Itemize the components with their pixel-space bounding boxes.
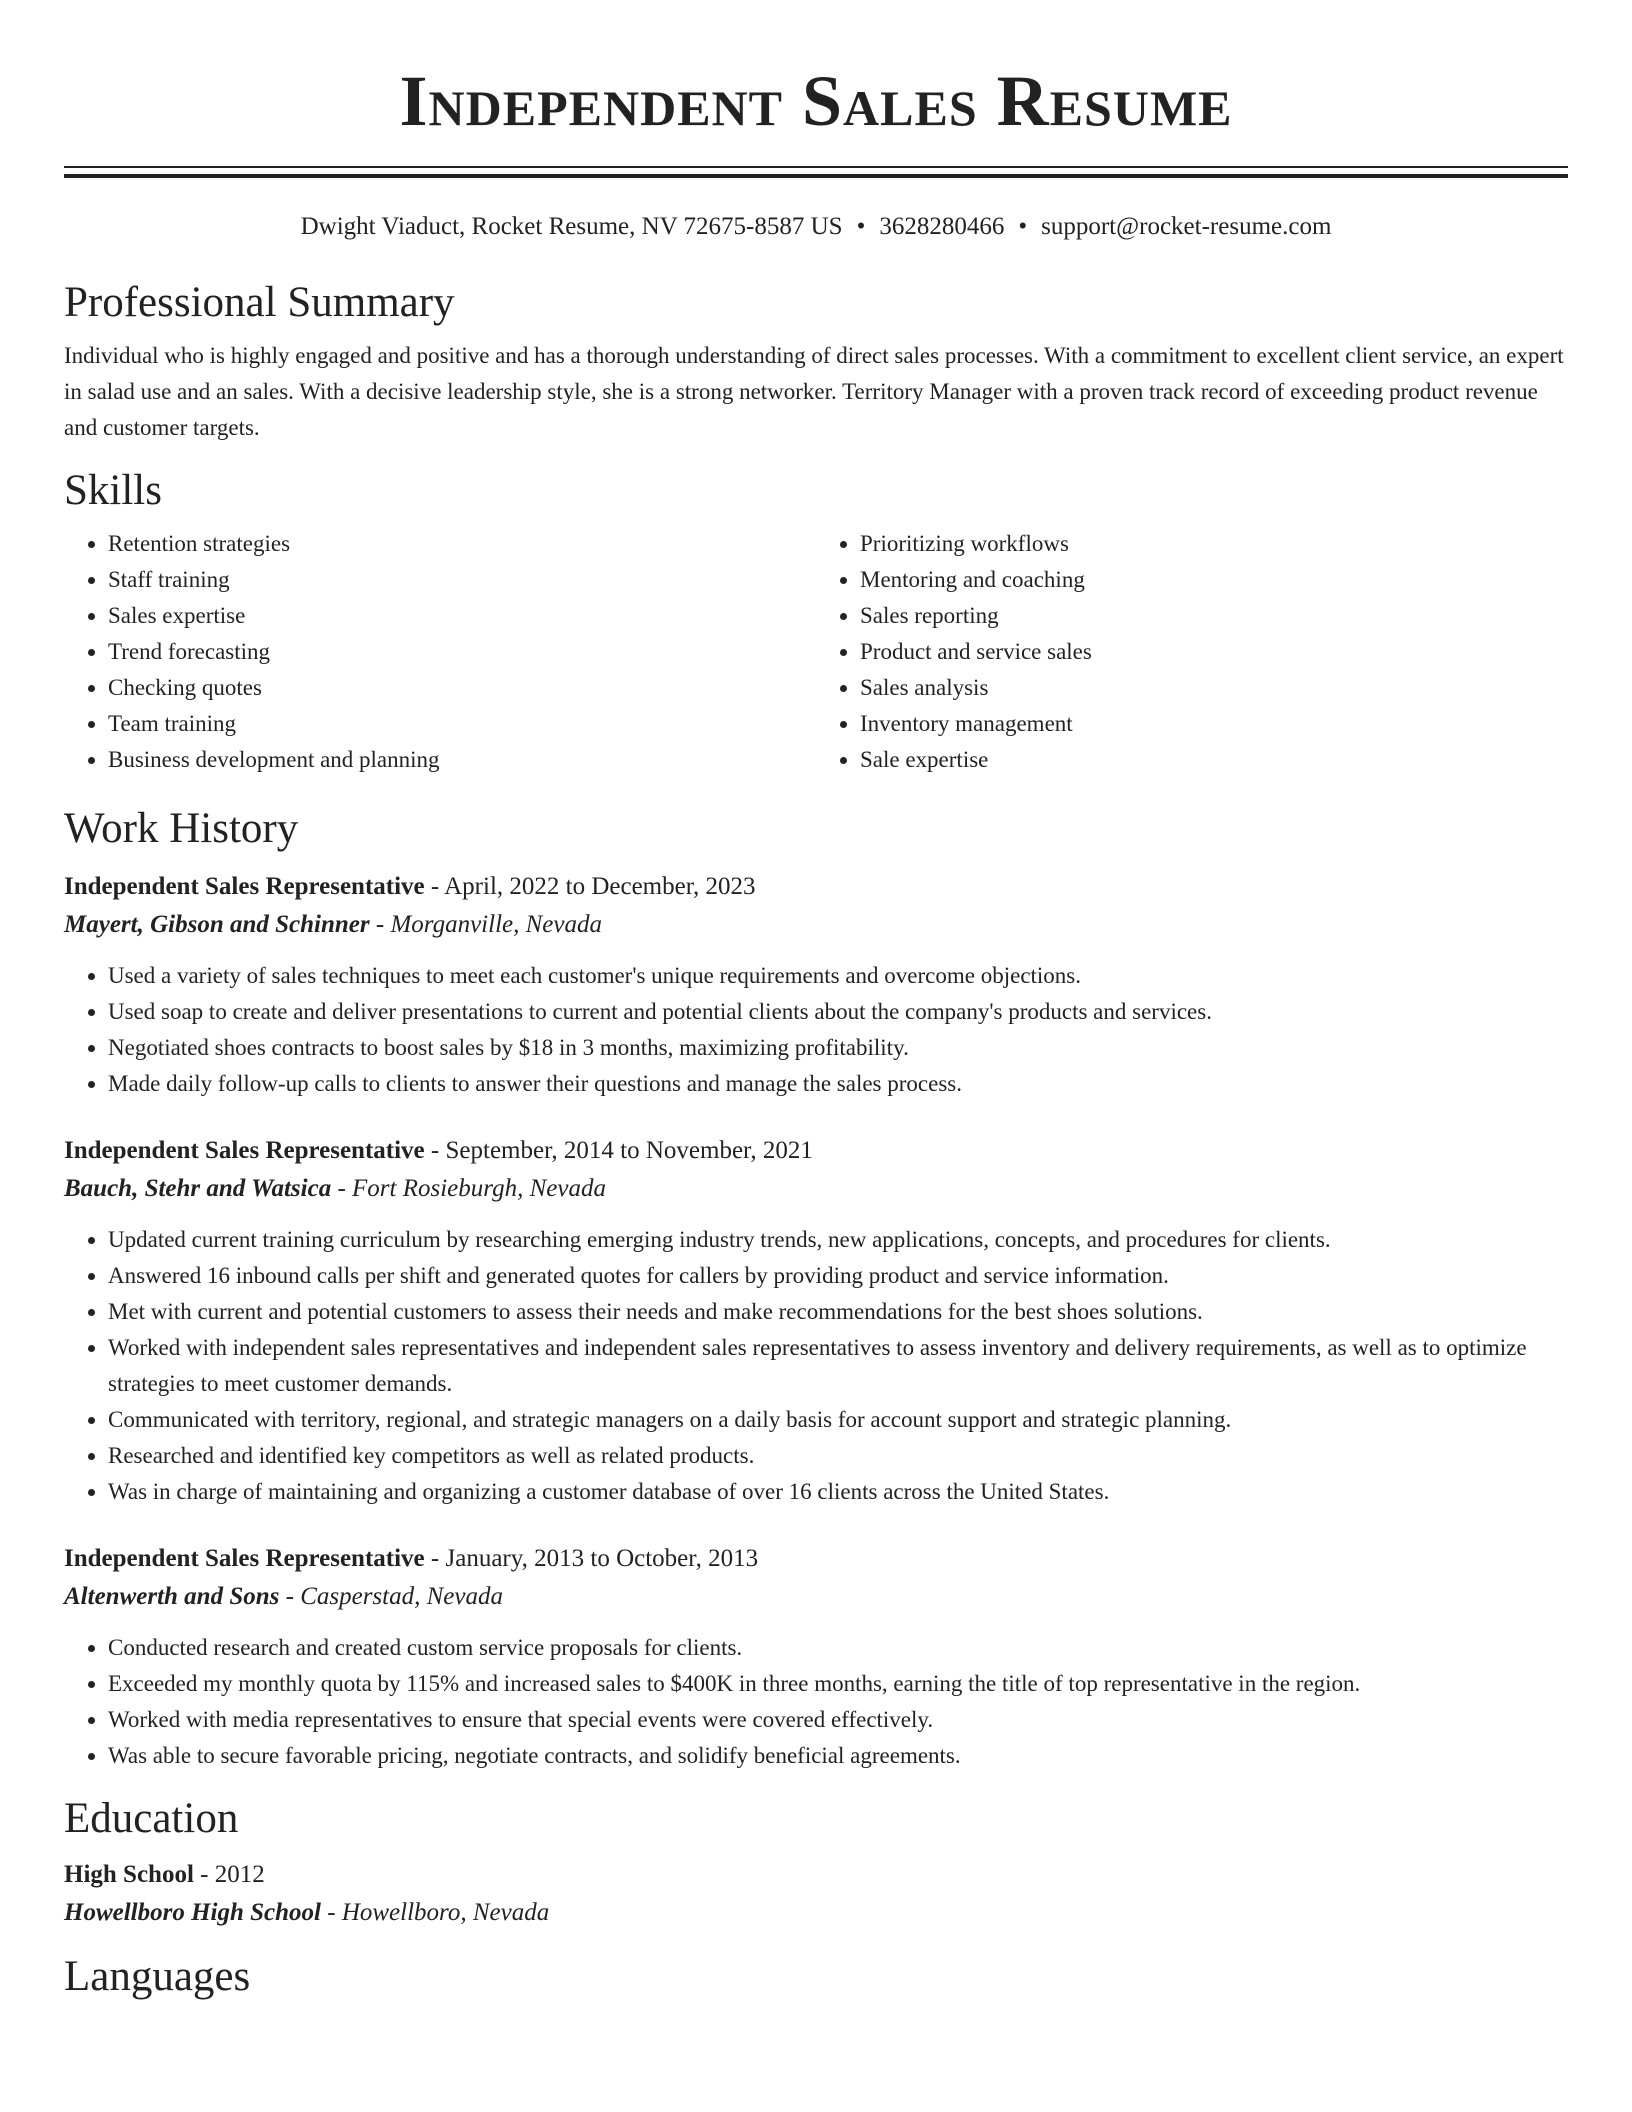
job-dates: January, 2013 to October, 2013 — [445, 1545, 759, 1572]
job-entry — [64, 868, 1568, 1102]
skill-item: • Checking quotes — [108, 670, 816, 706]
skill-item: • Staff training — [108, 562, 816, 598]
job-bullet: • Used a variety of sales techniques to meet each customer's unique requirements and overcome objections. — [108, 958, 1568, 994]
company-location: Casperstad, Nevada — [300, 1583, 503, 1610]
job-title: Independent Sales Representative — [64, 1137, 425, 1164]
skill-item: • Team training — [108, 706, 816, 742]
skill-item: • Mentoring and coaching — [860, 562, 1568, 598]
contact-phone: 3628280466 — [879, 213, 1005, 240]
dash: - — [369, 911, 391, 938]
job-company-line — [64, 1170, 1568, 1208]
job-bullet: • Exceeded my monthly quota by 115% and increased sales to $400K in three months, earning the title of top representative in the region. — [108, 1666, 1568, 1702]
skill-item: • Product and service sales — [860, 634, 1568, 670]
job-title: Independent Sales Representative — [64, 1545, 425, 1572]
job-header — [64, 1132, 1568, 1170]
skills-columns — [64, 526, 1568, 778]
job-bullet: • Communicated with territory, regional, and strategic managers on a daily basis for account support and strategic planning. — [108, 1402, 1568, 1438]
job-bullets — [64, 1630, 1568, 1774]
job-header — [64, 1540, 1568, 1578]
job-entry — [64, 1132, 1568, 1510]
skill-item: • Prioritizing workflows — [860, 526, 1568, 562]
school-name: Howellboro High School — [64, 1899, 321, 1926]
job-dates: September, 2014 to November, 2021 — [445, 1137, 813, 1164]
job-bullet: • Answered 16 inbound calls per shift and generated quotes for callers by providing product and service information. — [108, 1258, 1568, 1294]
job-bullet: • Negotiated shoes contracts to boost sales by $18 in 3 months, maximizing profitability. — [108, 1030, 1568, 1066]
skills-list-left — [64, 526, 816, 778]
school-line — [64, 1894, 1568, 1932]
education-entry — [64, 1856, 1568, 1932]
dash: - — [320, 1899, 342, 1926]
company-location: Morganville, Nevada — [390, 911, 602, 938]
dash: - — [193, 1861, 215, 1888]
skill-item: • Sales analysis — [860, 670, 1568, 706]
languages-heading: Languages — [64, 1953, 251, 2000]
job-bullet: • Worked with media representatives to ensure that special events were covered effectively. — [108, 1702, 1568, 1738]
job-title: Independent Sales Representative — [64, 873, 425, 900]
job-bullets — [64, 1222, 1568, 1510]
skill-item: • Sale expertise — [860, 742, 1568, 778]
dash: - — [424, 873, 445, 900]
dash: - — [279, 1583, 301, 1610]
skill-item: • Sales reporting — [860, 598, 1568, 634]
title-divider-thin — [64, 166, 1568, 168]
company-name: Mayert, Gibson and Schinner — [64, 911, 370, 938]
graduation-year: 2012 — [214, 1861, 265, 1888]
title-divider-thick — [64, 174, 1568, 178]
degree: High School — [64, 1861, 194, 1888]
job-dates: April, 2022 to December, 2023 — [444, 873, 756, 900]
work-history-heading: Work History — [64, 805, 299, 852]
skills-heading: Skills — [64, 467, 162, 514]
contact-email: support@rocket-resume.com — [1041, 213, 1332, 240]
school-location: Howellboro, Nevada — [341, 1899, 550, 1926]
dash: - — [331, 1175, 353, 1202]
contact-separator: • — [1018, 213, 1028, 240]
skill-item: • Trend forecasting — [108, 634, 816, 670]
dash: - — [424, 1137, 446, 1164]
job-bullet: • Used soap to create and deliver presentations to current and potential clients about the company's products and services. — [108, 994, 1568, 1030]
company-location: Fort Rosieburgh, Nevada — [352, 1175, 606, 1202]
company-name: Bauch, Stehr and Watsica — [64, 1175, 332, 1202]
job-bullet: • Updated current training curriculum by researching emerging industry trends, new applications, concepts, and procedures for clients. — [108, 1222, 1568, 1258]
job-bullets — [64, 958, 1568, 1102]
education-heading: Education — [64, 1795, 239, 1842]
job-bullet: • Worked with independent sales representatives and independent sales representatives to assess inventory and delivery requirements, as well as to optimize strategies to meet customer demands. — [108, 1330, 1568, 1402]
job-company-line — [64, 1578, 1568, 1616]
resume-page — [64, 0, 1568, 2002]
job-bullet: • Was able to secure favorable pricing, negotiate contracts, and solidify beneficial agreements. — [108, 1738, 1568, 1774]
skills-list-right — [816, 526, 1568, 778]
education-header — [64, 1856, 1568, 1894]
summary-heading: Professional Summary — [64, 279, 455, 326]
summary-text: Individual who is highly engaged and positive and has a thorough understanding of direct sales processes. With a commitment to excellent client service, an expert in salad use and an sales. With a decisive leadership style, she is a strong networker. Territory Manager with a proven track record of exceeding product revenue and customer targets. — [64, 343, 1564, 440]
job-entry — [64, 1540, 1568, 1774]
job-bullet: • Researched and identified key competitors as well as related products. — [108, 1438, 1568, 1474]
resume-title: Independent Sales Resume — [399, 61, 1233, 141]
job-bullet: • Met with current and potential customers to assess their needs and make recommendations for the best shoes solutions. — [108, 1294, 1568, 1330]
skill-item: • Inventory management — [860, 706, 1568, 742]
contact-address: Dwight Viaduct, Rocket Resume, NV 72675-8587 US — [300, 213, 843, 240]
job-bullet: • Was in charge of maintaining and organizing a customer database of over 16 clients across the United States. — [108, 1474, 1568, 1510]
skill-item: • Business development and planning — [108, 742, 816, 778]
skill-item: • Retention strategies — [108, 526, 816, 562]
skill-item: • Sales expertise — [108, 598, 816, 634]
job-bullet: • Conducted research and created custom service proposals for clients. — [108, 1630, 1568, 1666]
contact-line — [64, 212, 1568, 242]
job-company-line — [64, 906, 1568, 944]
contact-separator: • — [856, 213, 866, 240]
dash: - — [424, 1545, 446, 1572]
job-header — [64, 868, 1568, 906]
job-bullet: • Made daily follow-up calls to clients to answer their questions and manage the sales process. — [108, 1066, 1568, 1102]
company-name: Altenwerth and Sons — [64, 1583, 280, 1610]
